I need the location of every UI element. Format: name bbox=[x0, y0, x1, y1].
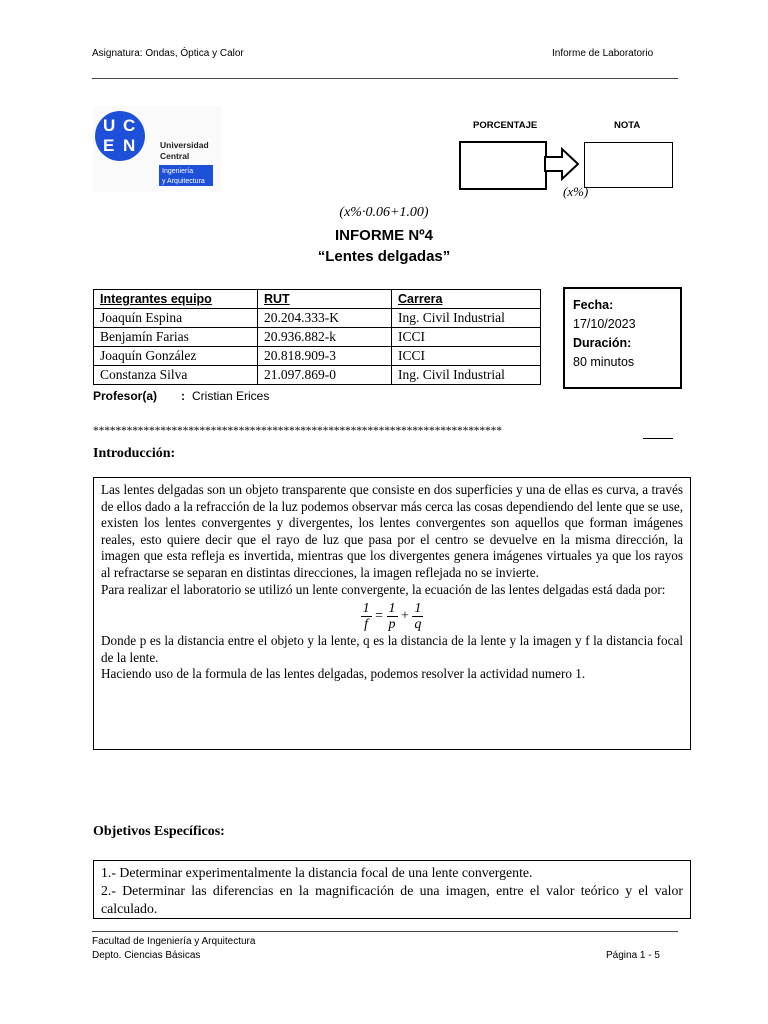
member-rut: 20.936.882-k bbox=[258, 328, 392, 347]
porcentaje-box bbox=[459, 141, 547, 190]
member-name: Joaquín Espina bbox=[94, 309, 258, 328]
logo-letter-c: C bbox=[123, 116, 136, 135]
member-career: Ing. Civil Industrial bbox=[392, 366, 541, 385]
duracion-label: Duración: bbox=[573, 336, 632, 350]
fecha-label: Fecha: bbox=[573, 298, 614, 312]
logo-letter-n: N bbox=[123, 136, 136, 155]
member-rut: 21.097.869-0 bbox=[258, 366, 392, 385]
member-career: Ing. Civil Industrial bbox=[392, 309, 541, 328]
intro-paragraph-4: Haciendo uso de la formula de las lentes delgadas, podemos resolver la actividad numero 1. bbox=[101, 666, 586, 682]
member-rut: 20.204.333-K bbox=[258, 309, 392, 328]
logo-letter-u: U bbox=[103, 116, 116, 135]
profesor-label: Profesor(a) bbox=[93, 389, 158, 403]
col-header-carrera: Carrera bbox=[392, 290, 541, 309]
intro-heading: Introducción: bbox=[93, 446, 176, 461]
header-subject: Asignatura: Ondas, Óptica y Calor bbox=[92, 48, 244, 59]
member-career: ICCI bbox=[392, 328, 541, 347]
footer-rule bbox=[92, 931, 678, 932]
report-title: INFORME Nº4 bbox=[335, 227, 433, 244]
nota-label: NOTA bbox=[614, 120, 641, 131]
header-report-type: Informe de Laboratorio bbox=[552, 48, 654, 59]
fraction-1-over-q: $\frac{1}{q}$ bbox=[414, 601, 422, 633]
intro-box bbox=[93, 477, 691, 750]
grade-formula: (x%·0.06+1.00) bbox=[339, 205, 429, 220]
fraction-1-over-p: $\frac{1}{p}$ bbox=[388, 601, 396, 633]
objectives-box bbox=[93, 860, 691, 919]
university-logo bbox=[93, 106, 221, 192]
nota-box bbox=[584, 142, 673, 188]
table-row bbox=[94, 366, 541, 385]
team-table-header bbox=[94, 290, 541, 309]
arrow-formula: (x%) bbox=[563, 184, 589, 199]
footer-faculty: Facultad de Ingeniería y Arquitectura bbox=[92, 936, 256, 947]
col-header-integrantes: Integrantes equipo bbox=[94, 290, 258, 309]
logo-badge-line2: y Arquitectura bbox=[162, 178, 205, 185]
member-career: ICCI bbox=[392, 347, 541, 366]
table-row bbox=[94, 347, 541, 366]
member-name: Joaquín González bbox=[94, 347, 258, 366]
separator-underline bbox=[643, 438, 673, 439]
footer-page-number: Página 1 - 5 bbox=[606, 950, 660, 961]
header-rule bbox=[92, 78, 678, 79]
stars-separator: ************************************************************************* bbox=[93, 425, 502, 437]
profesor-name: Cristian Erices bbox=[192, 389, 270, 403]
intro-paragraph-2: Para realizar el laboratorio se utilizó un lente convergente, la ecuación de las lentes delgadas está dada por: bbox=[101, 581, 666, 597]
intro-paragraph-1: Las lentes delgadas son un objeto transparente que consiste en dos superficies y una de ellas es curva, a través de ellos dado a la refracción de la luz podemos observar más cerca las cosas dependiendo del lente que se use, existen los lentes convergentes y divergentes, los lentes convergentes son aquellos que forman imágenes reales, esto quiere decir que el rayo de luz que pasa por el centro se devuelve en la misma dirección, la imagen que esta refleja es invertida, mientras que los divergentes genera imágenes virtuales ya que los rayos al refractarse se separan en distintas direcciones, la imagen reflejada no se invierte. bbox=[101, 482, 683, 580]
equation-equals: = bbox=[375, 608, 383, 624]
date-duration-box bbox=[563, 287, 682, 389]
equation-plus: + bbox=[401, 608, 409, 624]
member-name: Benjamín Farias bbox=[94, 328, 258, 347]
logo-university-line1: Universidad bbox=[160, 140, 209, 150]
footer-department: Depto. Ciencias Básicas bbox=[92, 950, 201, 961]
logo-university-line2: Central bbox=[160, 151, 190, 161]
member-rut: 20.818.909-3 bbox=[258, 347, 392, 366]
fecha-value: 17/10/2023 bbox=[573, 317, 636, 331]
porcentaje-label: PORCENTAJE bbox=[473, 120, 538, 131]
objective-item: 2.- Determinar las diferencias en la magnificación de una imagen, entre el valor teórico y el valor calculado. bbox=[101, 883, 683, 916]
logo-badge-line1: Ingeniería bbox=[162, 168, 194, 175]
team-table bbox=[93, 289, 541, 385]
col-header-rut: RUT bbox=[258, 290, 392, 309]
profesor-separator: : bbox=[181, 389, 185, 403]
member-name: Constanza Silva bbox=[94, 366, 258, 385]
ucen-logo-mark bbox=[93, 106, 221, 192]
table-row bbox=[94, 309, 541, 328]
logo-letter-e: E bbox=[103, 136, 115, 155]
lens-equation bbox=[101, 601, 683, 632]
objective-item: 1.- Determinar experimentalmente la distancia focal de una lente convergente. bbox=[101, 865, 533, 880]
arrow-right-icon bbox=[544, 147, 580, 181]
report-subtitle: “Lentes delgadas” bbox=[317, 248, 451, 265]
duracion-value: 80 minutos bbox=[573, 355, 635, 369]
table-row bbox=[94, 328, 541, 347]
intro-paragraph-3: Donde p es la distancia entre el objeto y la lente, q es la distancia de la lente y la imagen y f la distancia focal de la lente. bbox=[101, 633, 683, 665]
objectives-heading: Objetivos Específicos: bbox=[93, 824, 225, 839]
fraction-1-over-f: $\frac{1}{f}$ bbox=[362, 601, 370, 633]
